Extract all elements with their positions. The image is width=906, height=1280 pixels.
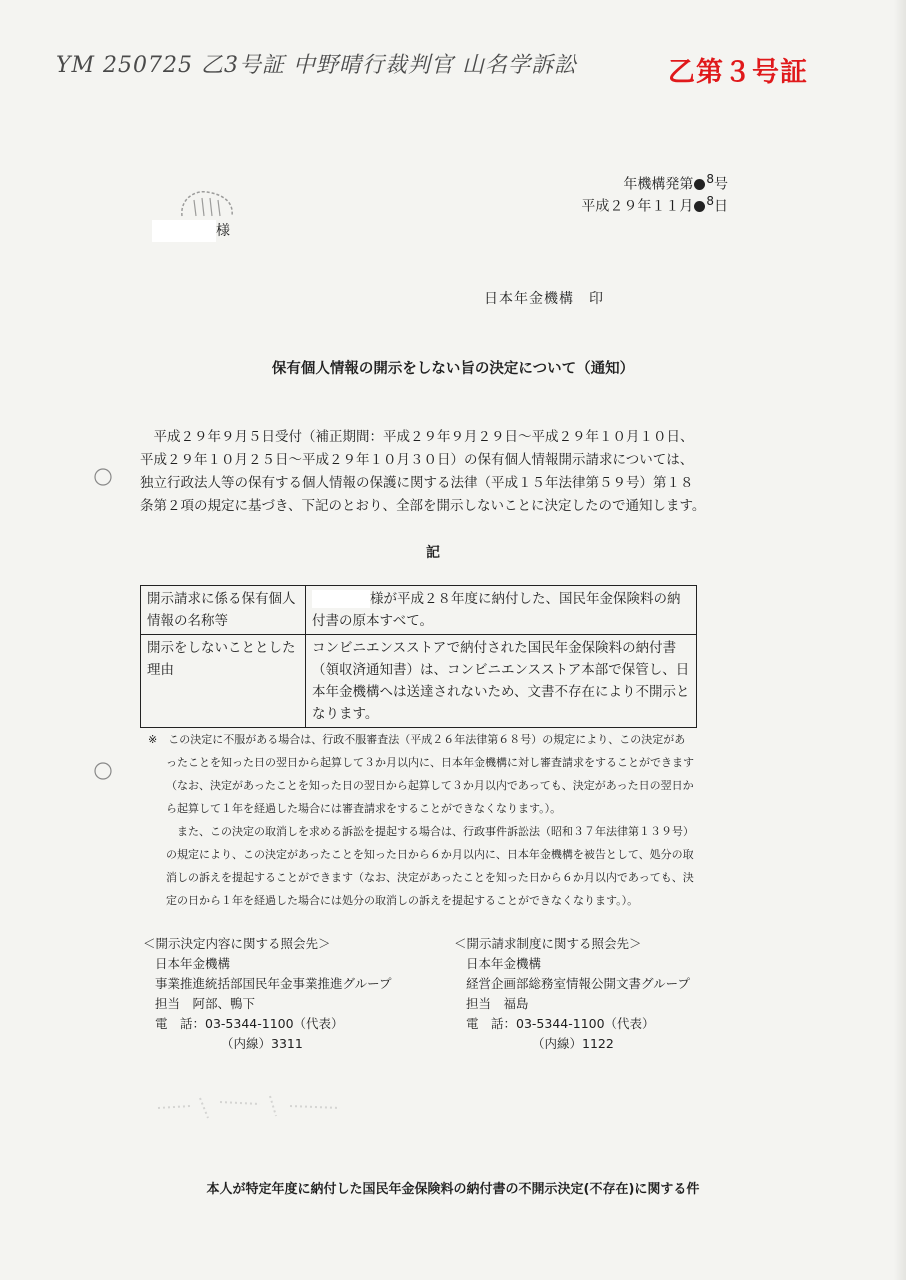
addressee-suffix: 様 (216, 223, 230, 239)
issuer: 日本年金機構 印 (484, 291, 604, 307)
contact-org: 日本年金機構 (155, 956, 231, 971)
table-header-cell: 開示をしないこととした理由 (141, 635, 306, 728)
doc-number-suffix: 号 (714, 176, 728, 193)
body-line: 平成２９年１０月２５日～平成２９年１０月３０日）の保有個人情報開示請求については、 (140, 452, 694, 468)
note-line: （なお、決定があったことを知った日の翌日から起算して３か月以内であっても、決定があった日の翌日か (166, 779, 694, 792)
redaction-dot (694, 201, 705, 212)
received-stamp (176, 186, 238, 224)
exhibit-label: 乙第３号証 (668, 57, 808, 88)
contact-dept: 経営企画部総務室情報公開文書グループ (466, 976, 691, 991)
note-line: ※ この決定に不服がある場合は、行政不服審査法（平成２６年法律第６８号）の規定により、この決定があ (148, 733, 686, 746)
table-row (141, 586, 697, 635)
note-line: 消しの訴えを提起することができます（なお、決定があったことを知った日から６か月以内であっても、決 (166, 871, 694, 884)
contact-disclosure-content (143, 934, 392, 1054)
body-text (140, 426, 740, 518)
contact-disclosure-system (454, 934, 690, 1054)
handwritten-note: YM 250725 乙3号証 中野晴行裁判官 山名学訴訟 (56, 53, 578, 78)
contact-heading: ＜開示決定内容に関する照会先＞ (143, 936, 331, 951)
contact-phone: 電 話：03-5344-1100（代表） (155, 1016, 344, 1031)
contact-extension: （内線）1122 (532, 1036, 614, 1051)
body-line: 条第２項の規定に基づき、下記のとおり、全部を開示しないことに決定したので通知します。 (140, 498, 706, 514)
punch-hole (92, 760, 114, 782)
note-line: また、この決定の取消しを求める訴訟を提起する場合は、行政事件訴訟法（昭和３７年法律第１３９号） (166, 825, 694, 838)
note-line: の規定により、この決定があったことを知った日から６か月以内に、日本年金機構を被告として、処分の取 (166, 848, 694, 861)
table-row (141, 635, 697, 728)
doc-number-prefix: 年機構発第 (623, 176, 694, 193)
note-line: 定の日から１年を経過した場合には処分の取消しの訴えを提起することができなくなります。）。 (166, 894, 639, 907)
body-line: 平成２９年９月５日受付（補正期間：平成２９年９月２９日～平成２９年１０月１０日、 (140, 429, 694, 445)
note-line: ったことを知った日の翌日から起算して３か月以内に、日本年金機構に対し審査請求をすることができます (166, 756, 694, 769)
appeal-notes (148, 728, 738, 912)
contact-person: 担当 阿部、鴨下 (155, 996, 256, 1011)
doc-date-prefix: 平成２９年１１月 (581, 198, 694, 215)
doc-number-handwritten: 8 (706, 172, 714, 186)
contact-person: 担当 福島 (466, 996, 529, 1011)
body-line: 独立行政法人等の保有する個人情報の保護に関する法律（平成１５年法律第５９号）第１８ (140, 475, 694, 491)
contact-org: 日本年金機構 (466, 956, 542, 971)
document-title: 保有個人情報の開示をしない旨の決定について（通知） (271, 361, 635, 377)
contact-extension: （内線）3311 (221, 1036, 303, 1051)
doc-date-handwritten: 8 (706, 194, 714, 208)
contact-dept: 事業推進統括部国民年金事業推進グループ (155, 976, 392, 991)
ki-heading: 記 (426, 545, 440, 561)
contact-heading: ＜開示請求制度に関する照会先＞ (454, 936, 642, 951)
faint-smudge (150, 1088, 350, 1124)
punch-hole (92, 466, 114, 488)
redaction-dot (694, 179, 705, 190)
table-value-cell: コンビニエンスストアで納付された国民年金保険料の納付書（領収済通知書）は、コンビニエンスストア本部で保管し、日本年金機構へは送達されないため、文書不存在により不開示となります。 (306, 635, 697, 728)
redacted-name (152, 220, 216, 242)
table-header-cell: 開示請求に係る保有個人情報の名称等 (141, 586, 306, 635)
contact-phone: 電 話：03-5344-1100（代表） (466, 1016, 655, 1031)
table-value-cell (306, 586, 697, 635)
document-number (623, 172, 728, 194)
redacted-name (312, 590, 370, 608)
row1-value: 様が平成２８年度に納付した、国民年金保険料の納付書の原本すべて。 (312, 591, 681, 629)
document-date (581, 194, 728, 216)
addressee (152, 220, 230, 242)
note-line: ら起算して１年を経過した場合には審査請求をすることができなくなります。）。 (166, 802, 562, 815)
scan-edge (894, 0, 906, 1280)
record-table (140, 585, 697, 728)
doc-date-suffix: 日 (714, 198, 728, 215)
footer-caption: 本人が特定年度に納付した国民年金保険料の納付書の不開示決定(不存在)に関する件 (206, 1182, 700, 1197)
